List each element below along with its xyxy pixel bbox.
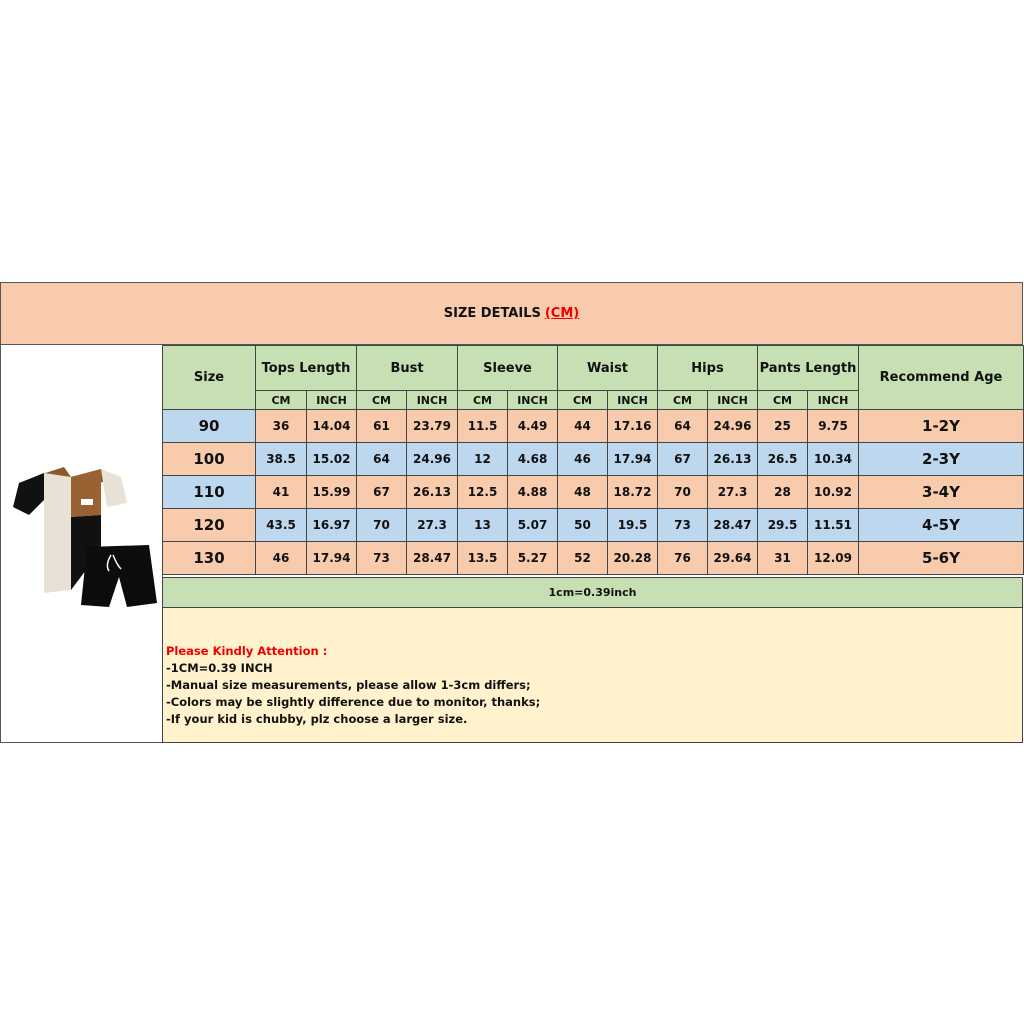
- measurement-cell: 20.28: [608, 542, 658, 575]
- measurement-cell: 67: [658, 443, 708, 476]
- measurement-cell: 29.64: [708, 542, 758, 575]
- measurement-cell: 46: [256, 542, 307, 575]
- measurement-cell: 26.5: [758, 443, 808, 476]
- measurement-cell: 12.5: [458, 476, 508, 509]
- size-cell: 90: [163, 410, 256, 443]
- measurement-cell: 67: [357, 476, 407, 509]
- measurement-cell: 64: [658, 410, 708, 443]
- title-text: SIZE DETAILS: [443, 306, 541, 321]
- header-pants-length: Pants Length: [758, 346, 859, 391]
- size-table: [162, 345, 1024, 575]
- measurement-cell: 13.5: [458, 542, 508, 575]
- size-cell: 130: [163, 542, 256, 575]
- measurement-cell: 11.5: [458, 410, 508, 443]
- measurement-cell: 48: [558, 476, 608, 509]
- measurement-cell: 26.13: [708, 443, 758, 476]
- measurement-cell: 26.13: [407, 476, 458, 509]
- measurement-cell: 17.94: [608, 443, 658, 476]
- measurement-cell: 12: [458, 443, 508, 476]
- measurement-cell: 24.96: [407, 443, 458, 476]
- size-cell: 100: [163, 443, 256, 476]
- measurement-cell: 13: [458, 509, 508, 542]
- measurement-cell: 70: [658, 476, 708, 509]
- measurement-cell: 5.27: [508, 542, 558, 575]
- table-row: [163, 476, 1024, 509]
- table-row: [163, 542, 1024, 575]
- measurement-cell: 19.5: [608, 509, 658, 542]
- product-image: [9, 455, 159, 635]
- measurement-cell: 4.68: [508, 443, 558, 476]
- measurement-cell: 44: [558, 410, 608, 443]
- header-bust: Bust: [357, 346, 458, 391]
- measurement-cell: 41: [256, 476, 307, 509]
- measurement-cell: 9.75: [808, 410, 859, 443]
- measurement-cell: 38.5: [256, 443, 307, 476]
- header-waist: Waist: [558, 346, 658, 391]
- measurement-cell: 27.3: [407, 509, 458, 542]
- measurement-cell: 24.96: [708, 410, 758, 443]
- measurement-cell: 18.72: [608, 476, 658, 509]
- measurement-cell: 28.47: [407, 542, 458, 575]
- measurement-cell: 10.92: [808, 476, 859, 509]
- measurement-cell: 43.5: [256, 509, 307, 542]
- subheader-inch: INCH: [708, 391, 758, 410]
- measurement-cell: 12.09: [808, 542, 859, 575]
- subheader-inch: INCH: [407, 391, 458, 410]
- subheader-cm: CM: [458, 391, 508, 410]
- measurement-cell: 28: [758, 476, 808, 509]
- header-sleeve: Sleeve: [458, 346, 558, 391]
- measurement-cell: 11.51: [808, 509, 859, 542]
- measurement-cell: 16.97: [307, 509, 357, 542]
- size-details-title: [0, 282, 1023, 345]
- measurement-cell: 76: [658, 542, 708, 575]
- age-cell: 5-6Y: [859, 542, 1024, 575]
- attention-line: -Colors may be slightly difference due to monitor, thanks;: [166, 695, 541, 709]
- measurement-cell: 10.34: [808, 443, 859, 476]
- subheader-inch: INCH: [508, 391, 558, 410]
- header-hips: Hips: [658, 346, 758, 391]
- measurement-cell: 4.49: [508, 410, 558, 443]
- measurement-cell: 31: [758, 542, 808, 575]
- subheader-cm: CM: [758, 391, 808, 410]
- measurement-cell: 73: [658, 509, 708, 542]
- subheader-cm: CM: [658, 391, 708, 410]
- age-cell: 2-3Y: [859, 443, 1024, 476]
- measurement-cell: 23.79: [407, 410, 458, 443]
- measurement-cell: 17.94: [307, 542, 357, 575]
- subheader-cm: CM: [256, 391, 307, 410]
- size-cell: 120: [163, 509, 256, 542]
- table-row: [163, 509, 1024, 542]
- age-cell: 1-2Y: [859, 410, 1024, 443]
- measurement-cell: 29.5: [758, 509, 808, 542]
- measurement-cell: 17.16: [608, 410, 658, 443]
- subheader-inch: INCH: [808, 391, 859, 410]
- subheader-cm: CM: [558, 391, 608, 410]
- age-cell: 3-4Y: [859, 476, 1024, 509]
- measurement-cell: 36: [256, 410, 307, 443]
- attention-notes: [162, 607, 1023, 743]
- product-image-cell: [0, 345, 163, 743]
- measurement-cell: 28.47: [708, 509, 758, 542]
- measurement-cell: 52: [558, 542, 608, 575]
- size-cell: 110: [163, 476, 256, 509]
- attention-line: -Manual size measurements, please allow 1-3cm differs;: [166, 678, 531, 692]
- measurement-cell: 50: [558, 509, 608, 542]
- header-tops-length: Tops Length: [256, 346, 357, 391]
- measurement-cell: 25: [758, 410, 808, 443]
- attention-line: -If your kid is chubby, plz choose a larger size.: [166, 712, 468, 726]
- measurement-cell: 27.3: [708, 476, 758, 509]
- title-unit: (CM): [544, 306, 580, 321]
- conversion-note: 1cm=0.39inch: [162, 577, 1023, 608]
- subheader-inch: INCH: [307, 391, 357, 410]
- attention-heading: Please Kindly Attention :: [166, 644, 328, 658]
- age-cell: 4-5Y: [859, 509, 1024, 542]
- table-row: [163, 443, 1024, 476]
- measurement-cell: 64: [357, 443, 407, 476]
- measurement-cell: 46: [558, 443, 608, 476]
- subheader-inch: INCH: [608, 391, 658, 410]
- measurement-cell: 73: [357, 542, 407, 575]
- attention-line: -1CM=0.39 INCH: [166, 661, 273, 675]
- measurement-cell: 14.04: [307, 410, 357, 443]
- measurement-cell: 15.02: [307, 443, 357, 476]
- measurement-cell: 61: [357, 410, 407, 443]
- header-recommend-age: Recommend Age: [859, 346, 1024, 410]
- table-row: [163, 410, 1024, 443]
- measurement-cell: 5.07: [508, 509, 558, 542]
- subheader-cm: CM: [357, 391, 407, 410]
- measurement-cell: 15.99: [307, 476, 357, 509]
- measurement-cell: 70: [357, 509, 407, 542]
- measurement-cell: 4.88: [508, 476, 558, 509]
- header-size: Size: [163, 346, 256, 410]
